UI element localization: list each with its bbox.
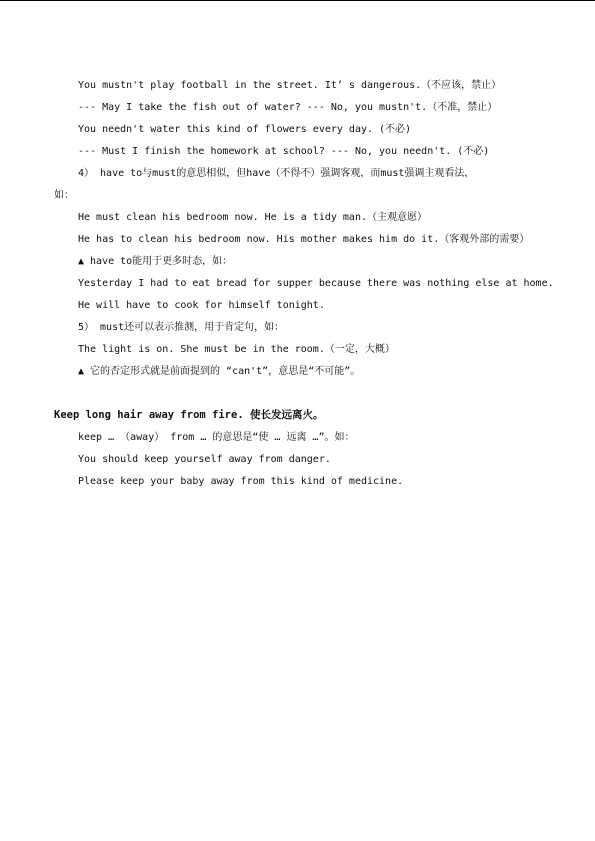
top-rule [0, 0, 595, 1]
text-line: --- May I take the fish out of water? --- No, you mustn't.（不准，禁止） [78, 102, 498, 113]
section-heading: Keep long hair away from fire. 使长发远离火。 [54, 409, 324, 421]
text-line: He must clean his bedroom now. He is a tidy man.（主观意愿） [78, 212, 427, 223]
text-line: You should keep yourself away from danger. [78, 454, 331, 465]
text-line: 4） have to与must的意思相似，但have（不得不）强调客观，而must强调主观看法， [78, 168, 475, 179]
text-line: He has to clean his bedroom now. His mother makes him do it.（客观外部的需要） [78, 234, 530, 245]
text-line: The light is on. She must be in the room.（一定，大概） [78, 344, 395, 355]
text-line: 5） must还可以表示推测，用于肯定句，如： [78, 322, 285, 333]
text-line: keep … （away） from … 的意思是“使 … 远离 …”。如： [78, 432, 355, 443]
text-line: ▲ have to能用于更多时态，如： [78, 256, 233, 267]
text-line: Please keep your baby away from this kind of medicine. [78, 476, 404, 487]
text-line: Yesterday I had to eat bread for supper because there was nothing else at home. [78, 278, 554, 289]
text-line: He will have to cook for himself tonight. [78, 300, 325, 311]
text-line: You mustn't play football in the street. It’ s dangerous.（不应该，禁止） [78, 80, 502, 91]
text-line: ▲ 它的否定形式就是前面提到的 “can't”，意思是“不可能”。 [78, 366, 361, 377]
text-line: 如： [54, 190, 74, 201]
text-line: You needn't water this kind of flowers every day. (不必) [78, 124, 412, 135]
text-line: --- Must I finish the homework at school? --- No, you needn't. (不必) [78, 146, 490, 157]
